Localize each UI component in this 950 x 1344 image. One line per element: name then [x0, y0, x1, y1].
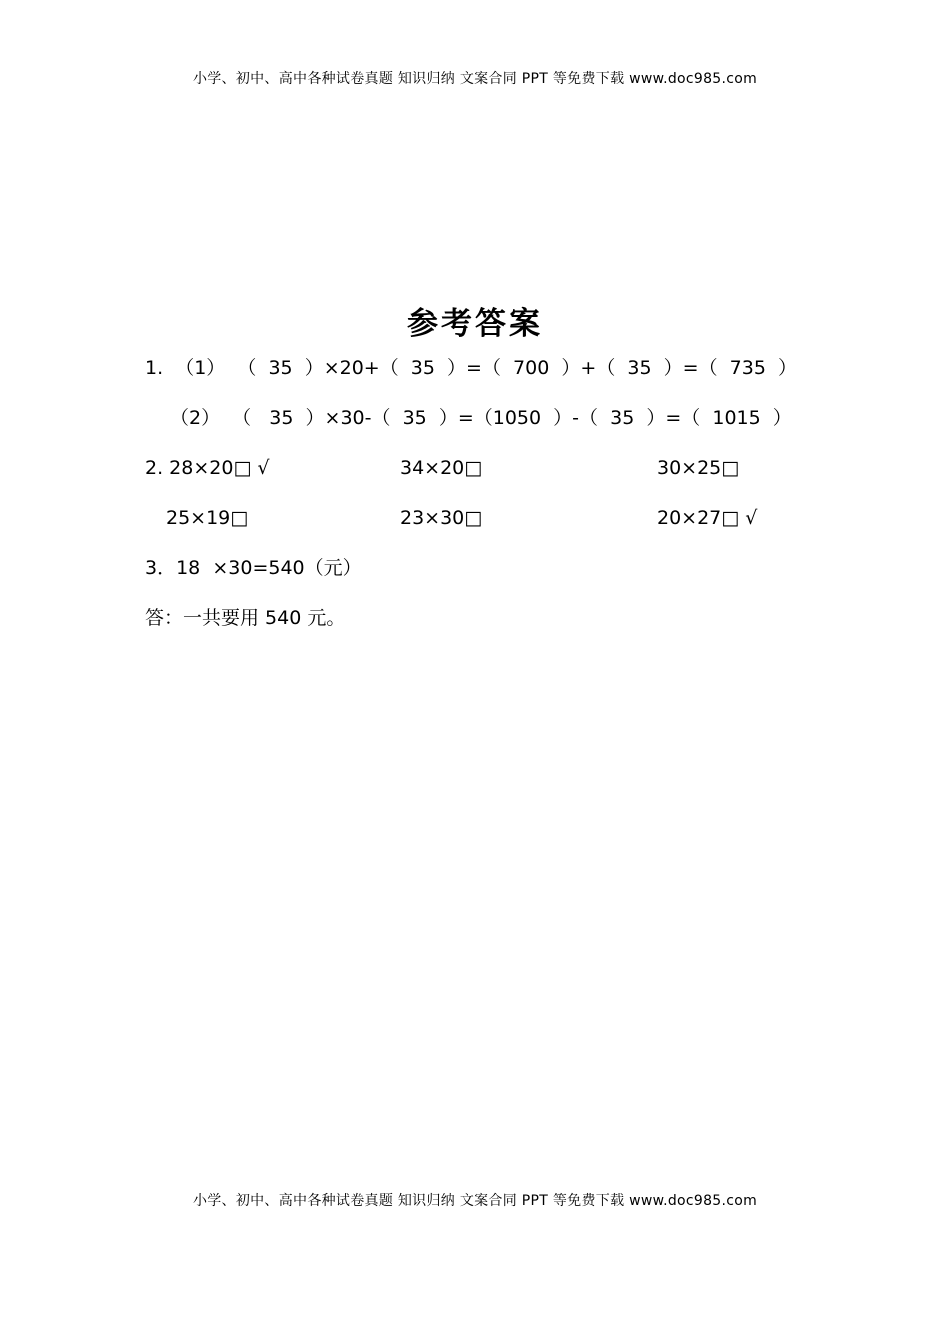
page-footer: 小学、初中、高中各种试卷真题 知识归纳 文案合同 PPT 等免费下载 www.doc985.com [192, 1193, 758, 1209]
question-3-answer: 答：一共要用 540 元。 [145, 607, 346, 629]
question-2-item-5: 23×30□ [400, 507, 483, 529]
question-2-item-4: 25×19□ [166, 507, 249, 529]
question-1-line-2: （2） （ 35 ）×30-（ 35 ）=（1050 ）-（ 35 ）=（ 1015 ） [170, 407, 792, 429]
question-3-line: 3．18 ×30=540（元） [145, 557, 362, 579]
question-2-item-6: 20×27□ √ [657, 507, 758, 529]
question-2-item-3: 30×25□ [657, 457, 740, 479]
page-header: 小学、初中、高中各种试卷真题 知识归纳 文案合同 PPT 等免费下载 www.doc985.com [192, 71, 758, 87]
question-2-item-1: 2. 28×20□ √ [145, 457, 270, 479]
question-2-item-2: 34×20□ [400, 457, 483, 479]
question-1-line-1: 1. （1） （ 35 ）×20+（ 35 ）=（ 700 ）+（ 35 ）=（ 735 ） [145, 357, 798, 379]
page-title: 参考答案 [407, 306, 543, 342]
